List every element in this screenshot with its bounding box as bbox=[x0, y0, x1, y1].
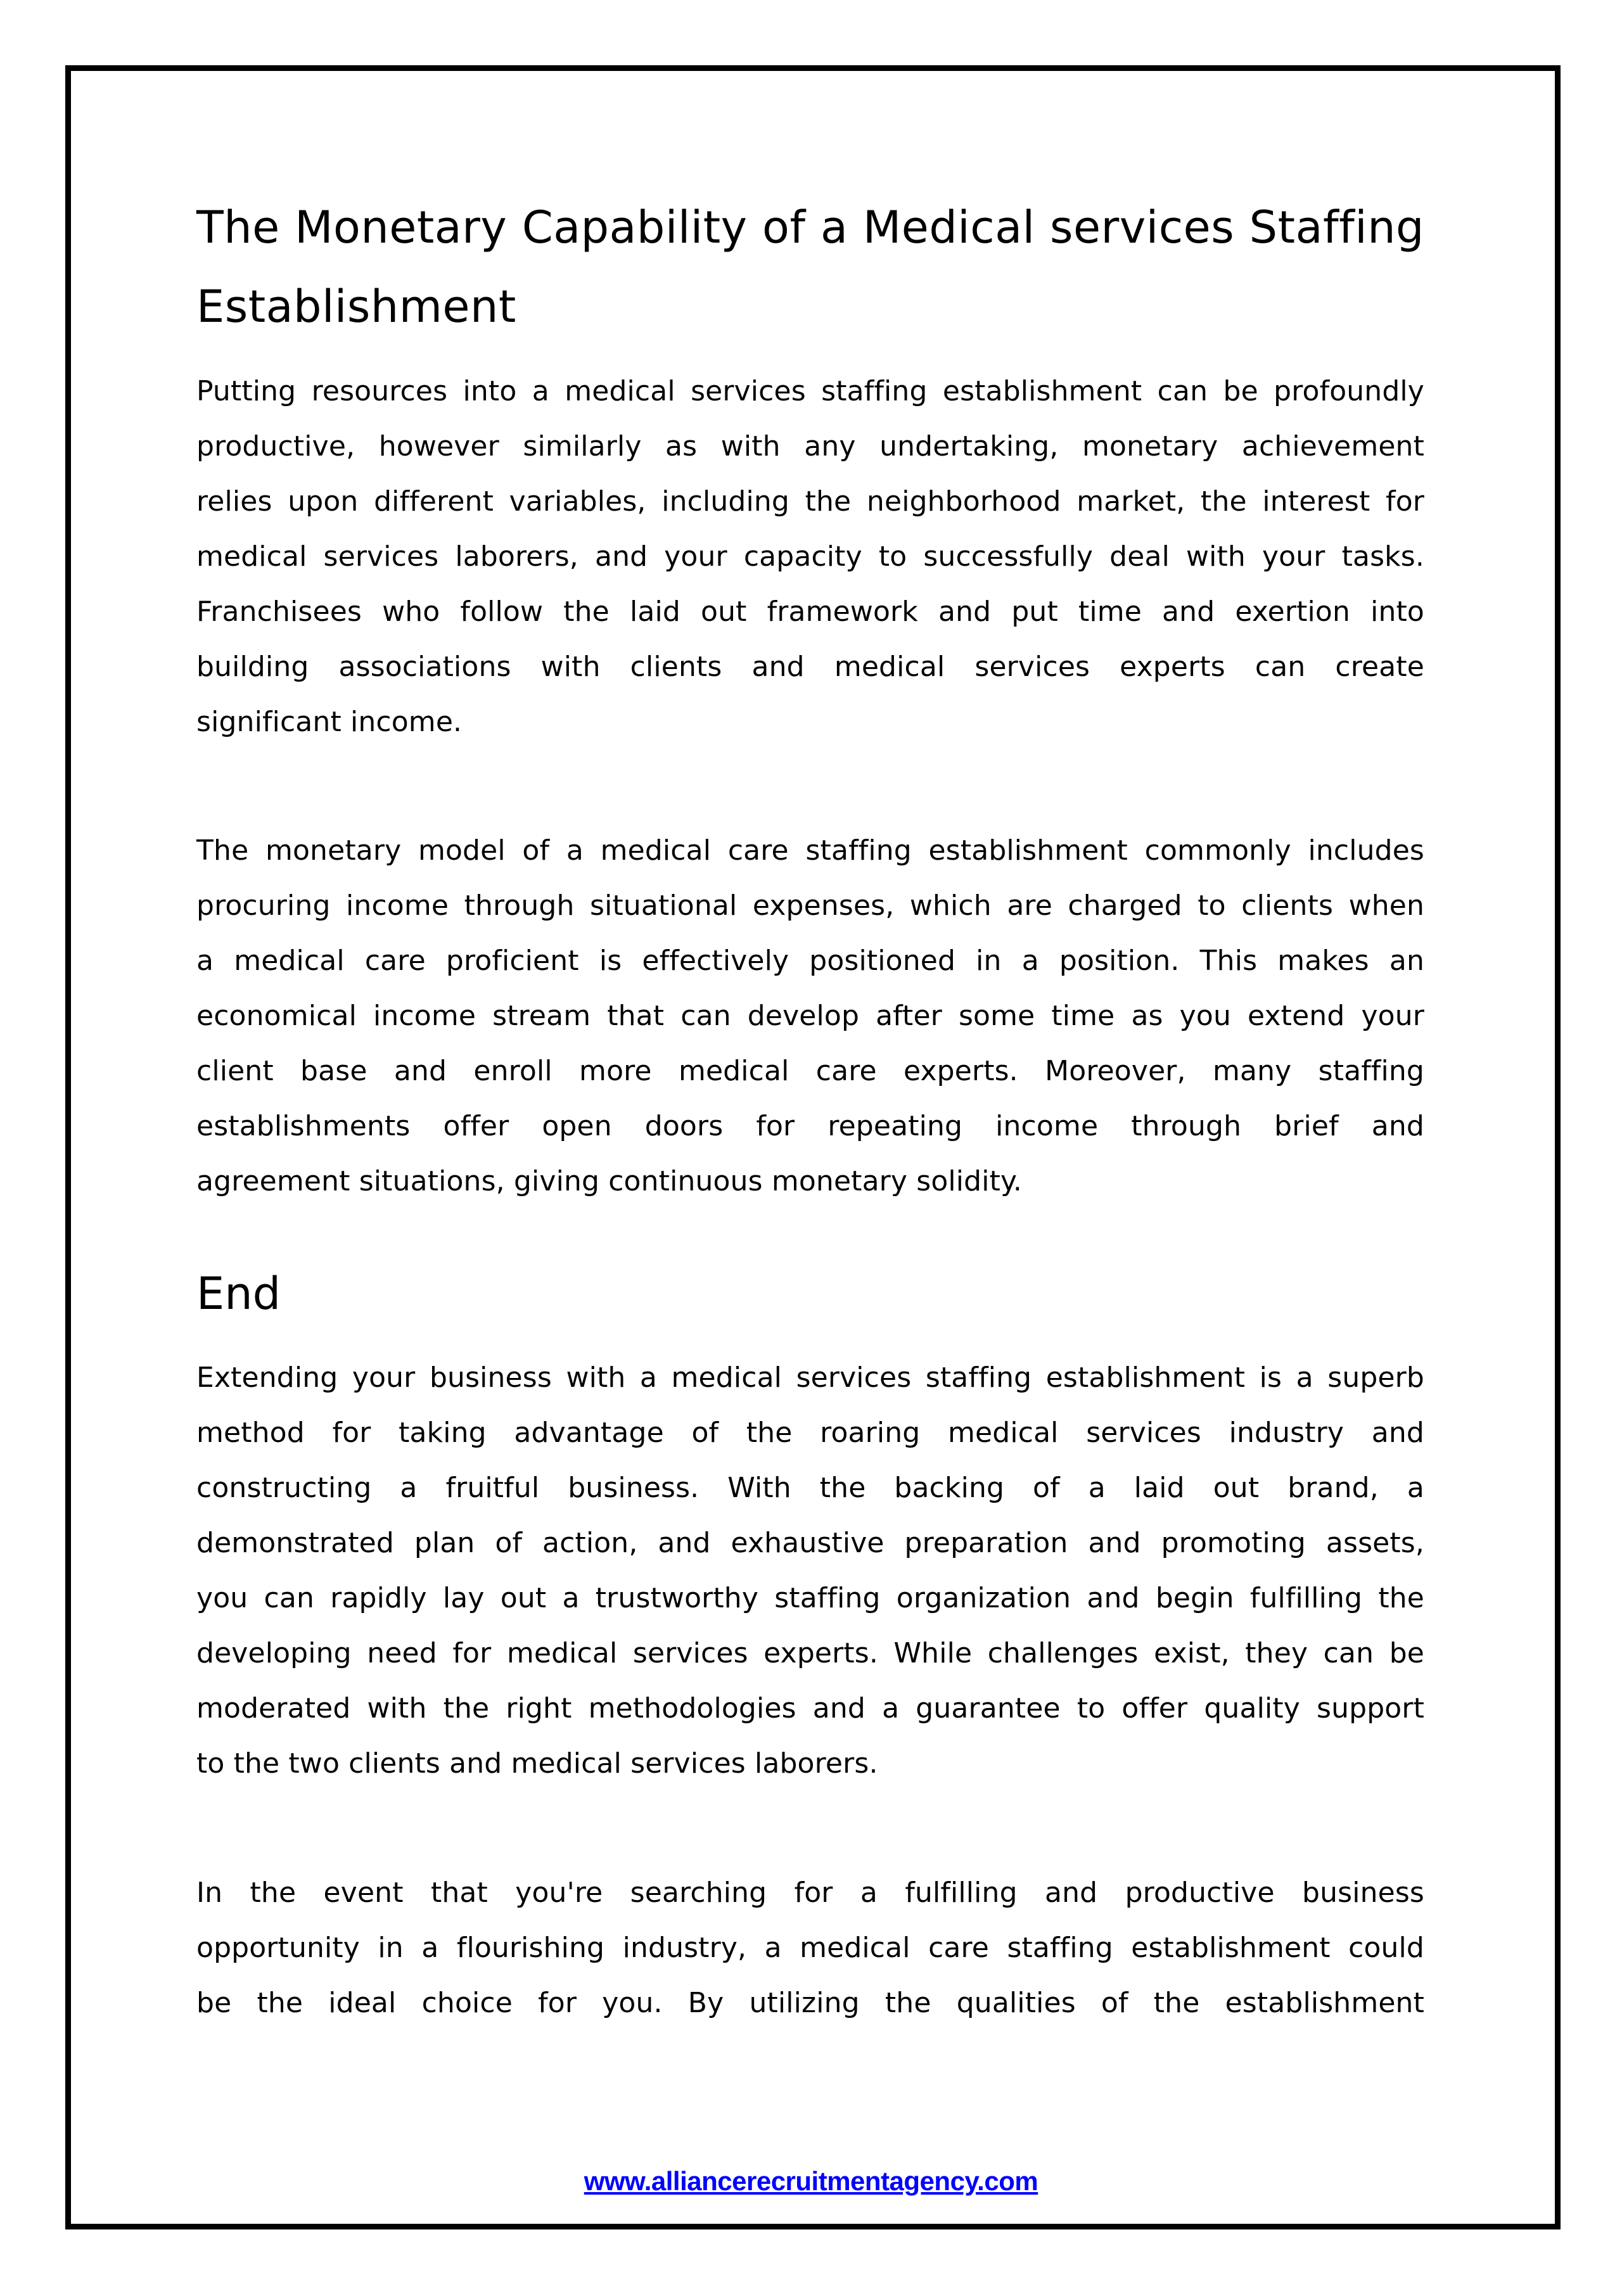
paragraph-1-line: medical services laborers, and your capacity to successfully deal with your tasks. bbox=[196, 540, 1424, 573]
paragraph-3-line: constructing a fruitful business. With the backing of a laid out brand, a bbox=[196, 1472, 1424, 1504]
paragraph-4-line: be the ideal choice for you. By utilizing the qualities of the establishment bbox=[196, 1987, 1424, 2019]
paragraph-2-line: a medical care proficient is effectively positioned in a position. This makes an bbox=[196, 945, 1424, 977]
paragraph-4-line: In the event that you're searching for a fulfilling and productive business bbox=[196, 1877, 1424, 1909]
paragraph-1-line: Franchisees who follow the laid out framework and put time and exertion into bbox=[196, 596, 1424, 628]
paragraph-2-line: procuring income through situational expenses, which are charged to clients when bbox=[196, 890, 1424, 922]
footer-website-link[interactable]: www.alliancerecruitmentagency.com bbox=[584, 2166, 1038, 2196]
paragraph-2-line: agreement situations, giving continuous monetary solidity. bbox=[196, 1165, 1023, 1197]
paragraph-2-line: establishments offer open doors for repeating income through brief and bbox=[196, 1110, 1424, 1142]
paragraph-1-line: significant income. bbox=[196, 706, 463, 738]
paragraph-3-line: method for taking advantage of the roaring medical services industry and bbox=[196, 1417, 1424, 1449]
paragraph-3-line: you can rapidly lay out a trustworthy staffing organization and begin fulfilling the bbox=[196, 1582, 1424, 1614]
paragraph-2-line: client base and enroll more medical care experts. Moreover, many staffing bbox=[196, 1055, 1424, 1087]
paragraph-1-line: building associations with clients and medical services experts can create bbox=[196, 651, 1424, 683]
paragraph-1-line: Putting resources into a medical services staffing establishment can be profoundly bbox=[196, 375, 1424, 407]
paragraph-1-line: relies upon different variables, including the neighborhood market, the interest for bbox=[196, 485, 1424, 518]
paragraph-3-line: moderated with the right methodologies and a guarantee to offer quality support bbox=[196, 1692, 1424, 1725]
page-title-line-1: The Monetary Capability of a Medical services Staffing bbox=[196, 201, 1424, 253]
paragraph-2-line: economical income stream that can develop after some time as you extend your bbox=[196, 1000, 1424, 1032]
paragraph-2-line: The monetary model of a medical care staffing establishment commonly includes bbox=[196, 834, 1424, 867]
paragraph-3-line: developing need for medical services experts. While challenges exist, they can be bbox=[196, 1637, 1424, 1669]
page-title-line-2: Establishment bbox=[196, 281, 516, 333]
paragraph-3-line: demonstrated plan of action, and exhaustive preparation and promoting assets, bbox=[196, 1527, 1424, 1559]
paragraph-4-line: opportunity in a flourishing industry, a medical care staffing establishment could bbox=[196, 1932, 1424, 1964]
paragraph-3-line: to the two clients and medical services laborers. bbox=[196, 1747, 878, 1780]
paragraph-3-line: Extending your business with a medical services staffing establishment is a superb bbox=[196, 1362, 1424, 1394]
section-heading-end: End bbox=[196, 1268, 281, 1320]
paragraph-1-line: productive, however similarly as with any undertaking, monetary achievement bbox=[196, 430, 1424, 462]
